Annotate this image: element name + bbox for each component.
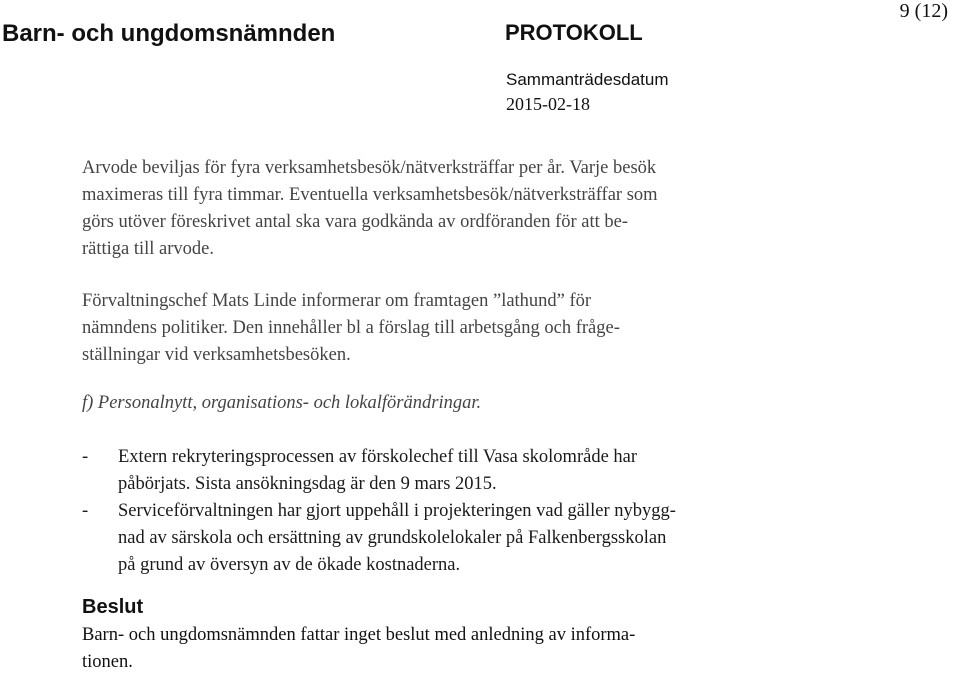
text-line: maximeras till fyra timmar. Eventuella verksamhetsbesök/nätverksträffar som xyxy=(82,185,658,205)
text-line: Arvode beviljas för fyra verksamhetsbesök/nätverksträffar per år. Varje besök xyxy=(82,158,657,178)
text-line: ställningar vid verksamhetsbesöken. xyxy=(82,345,351,365)
decision-text xyxy=(82,622,635,676)
text-line: Serviceförvaltningen har gjort uppehåll i projekteringen vad gäller nybygg- xyxy=(118,501,676,521)
section-heading-f: f) Personalnytt, organisations- och lokalförändringar. xyxy=(82,393,482,413)
document-type: PROTOKOLL xyxy=(505,20,643,45)
text-line: rättiga till arvode. xyxy=(82,239,215,259)
text-line: påbörjats. Sista ansökningsdag är den 9 mars 2015. xyxy=(118,474,497,494)
bullet-dash: - xyxy=(82,447,89,467)
list-item xyxy=(82,444,676,498)
list-item xyxy=(82,498,676,579)
organization-name: Barn- och ungdomsnämnden xyxy=(2,20,336,47)
text-line: på grund av översyn av de ökade kostnaderna. xyxy=(118,555,461,575)
paragraph-lathund xyxy=(82,288,620,369)
meeting-date: 2015-02-18 xyxy=(506,94,590,114)
paragraph-arvode xyxy=(82,155,658,263)
decision-heading: Beslut xyxy=(82,596,144,618)
bullet-list xyxy=(82,444,676,579)
text-line: nämndens politiker. Den innehåller bl a förslag till arbetsgång och fråge- xyxy=(82,318,620,338)
text-line: nad av särskola och ersättning av grundskolelokaler på Falkenbergsskolan xyxy=(118,528,667,548)
text-line: Barn- och ungdomsnämnden fattar inget beslut med anledning av informa- xyxy=(82,625,636,645)
text-line: Extern rekryteringsprocessen av förskolechef till Vasa skolområde har xyxy=(118,447,638,467)
page-number: 9 (12) xyxy=(899,0,948,22)
text-line: tionen. xyxy=(82,652,133,672)
text-line: görs utöver föreskrivet antal ska vara godkända av ordföranden för att be- xyxy=(82,212,629,232)
bullet-dash: - xyxy=(82,501,89,521)
meeting-date-label: Sammanträdesdatum xyxy=(506,70,669,89)
text-line: Förvaltningschef Mats Linde informerar om framtagen ”lathund” för xyxy=(82,291,592,311)
